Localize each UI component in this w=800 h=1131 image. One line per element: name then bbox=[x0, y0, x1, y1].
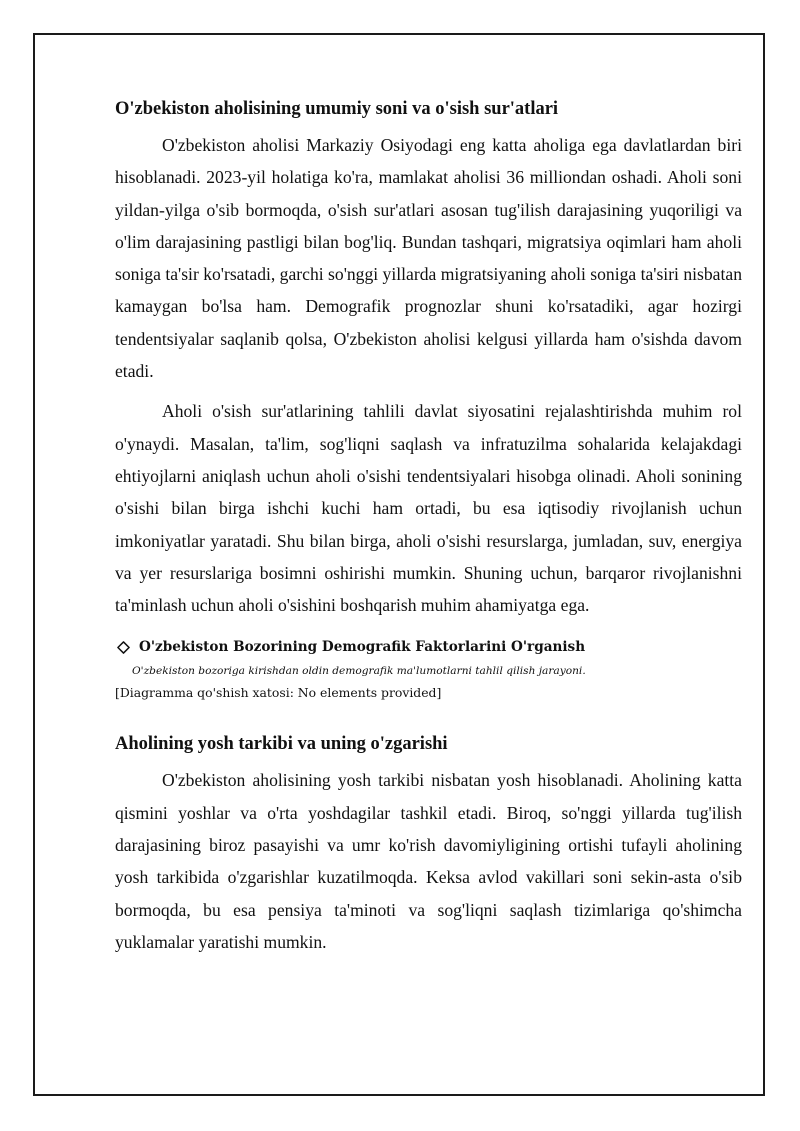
section-title-age-structure: Aholining yosh tarkibi va uning o'zgarishi bbox=[115, 734, 448, 755]
section-title-population: O'zbekiston aholisining umumiy soni va o'sish sur'atlari bbox=[115, 99, 559, 119]
diamond-icon bbox=[117, 641, 130, 654]
paragraph-age-structure: O'zbekiston aholisining yosh tarkibi nisbatan yosh hisoblanadi. Aholining katta qismini yoshlar va o'rta yoshdagilar tashkil etadi. Biroq, so'nggi yillarda tug'ilish darajasining biroz pasayishi va umr ko'rish davomiyligining ortishi tufayli aholining yosh tarkibida o'zgarishlar kuzatilmoqda. Keksa avlod vakillari soni sekin-asta o'sib bormoqda, bu esa pensiya ta'minoti va sog'liqni saqlash tizimlariga qo'shimcha yuklamalar yaratishi mumkin. bbox=[115, 770, 742, 952]
diagram-header bbox=[115, 635, 742, 659]
document-body bbox=[115, 95, 742, 958]
paragraph-population-overview: O'zbekiston aholisi Markaziy Osiyodagi eng katta aholiga ega davlatlardan biri hisoblanadi. 2023-yil holatiga ko'ra, mamlakat aholisi 36 milliondan oshadi. Aholi soni yildan-yilga o'sib bormoqda, o'sish sur'atlari asosan tug'ilish darajasining yuqoriligi va o'lim darajasining pastligi bilan bog'liq. Bundan tashqari, migratsiya oqimlari ham aholi soniga ta'sir ko'rsatadi, garchi so'nggi yillarda migratsiyaning aholi soniga ta'siri nisbatan kamaygan bo'lsa ham. Demografik prognozlar shuni ko'rsatadiki, agar hozirgi tendentsiyalar saqlanib qolsa, O'zbekiston aholisi kelgusi yillarda ham o'sishda davom etadi. bbox=[115, 135, 742, 382]
diagram-subtitle: O'zbekiston bozoriga kirishdan oldin demografik ma'lumotlarni tahlil qilish jarayoni. bbox=[132, 665, 586, 678]
diagram-placeholder bbox=[115, 635, 742, 702]
paragraph-growth-analysis: Aholi o'sish sur'atlarining tahlili davlat siyosatini rejalashtirishda muhim rol o'ynaydi. Masalan, ta'lim, sog'liqni saqlash va infratuzilma sohalarida kelajakdagi ehtiyojlarni aniqlash uchun aholi o'sishi tendentsiyalari hisobga olinadi. Aholi sonining o'sishi bilan birga ishchi kuchi ham ortadi, bu esa iqtisodiy rivojlanish uchun imkoniyatlar yaratadi. Shu bilan birga, aholi o'sishi resurslarga, jumladan, suv, energiya va yer resurslariga bosimni oshirishi mumkin. Shuning uchun, barqaror rivojlanishni ta'minlash uchun aholi o'sishini boshqarish muhim ahamiyatga ega. bbox=[115, 401, 742, 616]
diagram-error-message: [Diagramma qo'shish xatosi: No elements provided] bbox=[115, 685, 442, 701]
diagram-title: O'zbekiston Bozorining Demografik Faktorlarini O'rganish bbox=[139, 639, 586, 656]
